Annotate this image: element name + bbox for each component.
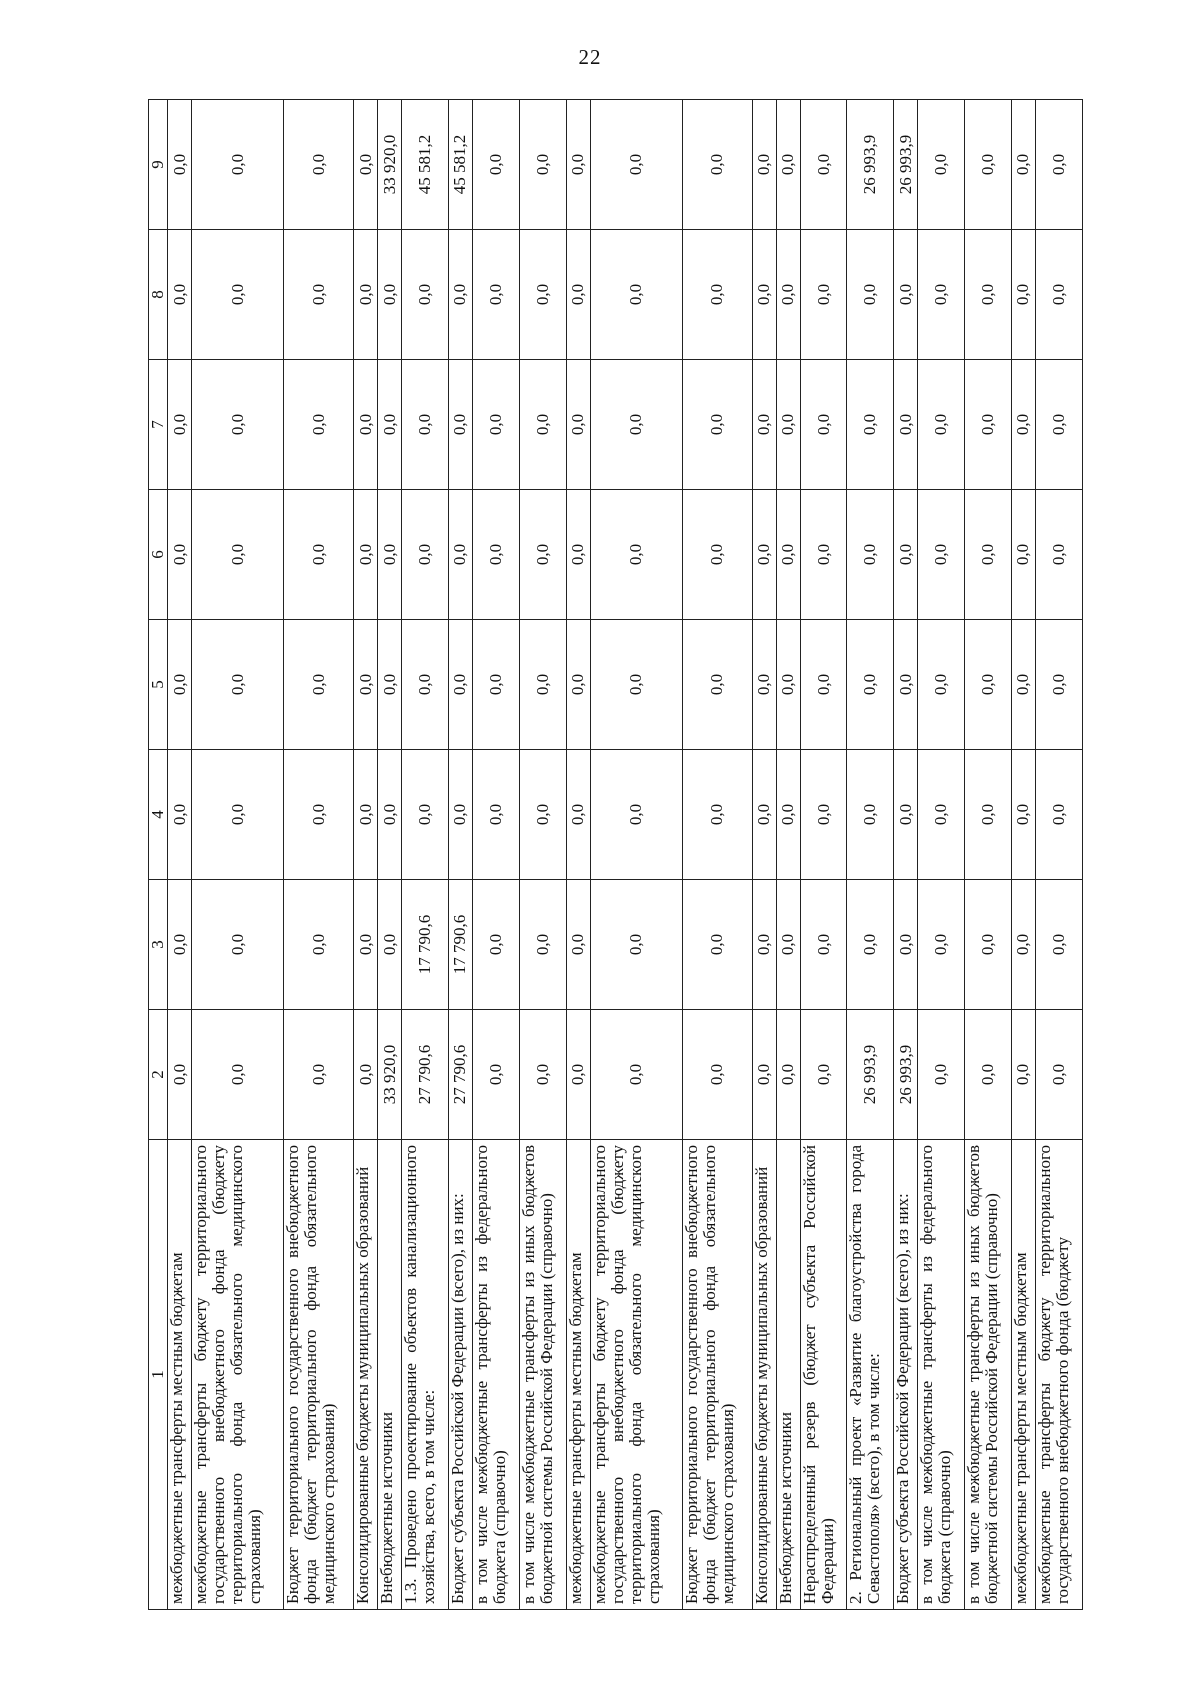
row-label: межбюджетные трансферты местным бюджетам: [168, 1140, 192, 1610]
column-header: 2: [149, 1010, 168, 1140]
page-number: 22: [578, 45, 602, 69]
table-row: [590, 100, 682, 1610]
value-cell: 0,0: [1011, 880, 1035, 1010]
value-cell: 0,0: [284, 880, 354, 1010]
column-header: 7: [149, 360, 168, 490]
value-cell: 33 920,0: [378, 1010, 402, 1140]
value-cell: 0,0: [402, 360, 449, 490]
value-cell: 0,0: [776, 620, 800, 750]
table-row: [894, 100, 918, 1610]
table-row: [965, 100, 1012, 1610]
value-cell: 0,0: [1011, 620, 1035, 750]
row-label: межбюджетные трансферты бюджету территориального государственного внебюджетного фонда (бюджету: [1035, 1140, 1082, 1610]
value-cell: 0,0: [354, 880, 378, 1010]
value-cell: 0,0: [168, 230, 192, 360]
table-row: [192, 100, 284, 1610]
row-label: межбюджетные трансферты бюджету территориального государственного внебюджетного фонда (бюджету территориального фонда обязательного медицинского страхования): [192, 1140, 284, 1610]
value-cell: 0,0: [1011, 230, 1035, 360]
value-cell: 0,0: [800, 880, 847, 1010]
value-cell: 0,0: [847, 880, 894, 1010]
value-cell: 0,0: [472, 880, 519, 1010]
value-cell: 0,0: [965, 620, 1012, 750]
value-cell: 0,0: [752, 490, 776, 620]
value-cell: 0,0: [402, 620, 449, 750]
value-cell: 0,0: [894, 230, 918, 360]
value-cell: 0,0: [752, 360, 776, 490]
value-cell: 0,0: [472, 360, 519, 490]
value-cell: 0,0: [566, 230, 590, 360]
value-cell: 0,0: [1035, 230, 1082, 360]
value-cell: 0,0: [894, 750, 918, 880]
row-label: Бюджет территориального государственного внебюджетного фонда (бюджет территориального фонда обязательного медицинского страхования): [284, 1140, 354, 1610]
value-cell: 0,0: [168, 100, 192, 230]
value-cell: 0,0: [590, 620, 682, 750]
row-label: в том числе межбюджетные трансферты из иных бюджетов бюджетной системы Российской Федерации (справочно): [965, 1140, 1012, 1610]
column-header: 6: [149, 490, 168, 620]
value-cell: 0,0: [918, 230, 965, 360]
value-cell: 27 790,6: [402, 1010, 449, 1140]
value-cell: 0,0: [894, 360, 918, 490]
value-cell: 0,0: [284, 490, 354, 620]
value-cell: 0,0: [590, 230, 682, 360]
value-cell: 0,0: [519, 1010, 566, 1140]
table-row: [1011, 100, 1035, 1610]
table-row: [284, 100, 354, 1610]
value-cell: 0,0: [519, 360, 566, 490]
value-cell: 0,0: [894, 620, 918, 750]
value-cell: 0,0: [1011, 100, 1035, 230]
table-row: [752, 100, 776, 1610]
value-cell: 0,0: [965, 230, 1012, 360]
value-cell: 0,0: [918, 490, 965, 620]
value-cell: 0,0: [1035, 620, 1082, 750]
value-cell: 0,0: [448, 230, 472, 360]
value-cell: 0,0: [192, 100, 284, 230]
value-cell: 0,0: [590, 880, 682, 1010]
value-cell: 0,0: [566, 620, 590, 750]
value-cell: 33 920,0: [378, 100, 402, 230]
value-cell: 0,0: [918, 1010, 965, 1140]
value-cell: 0,0: [1011, 1010, 1035, 1140]
table-row: [168, 100, 192, 1610]
row-label: в том числе межбюджетные трансферты из федерального бюджета (справочно): [472, 1140, 519, 1610]
value-cell: 0,0: [378, 620, 402, 750]
value-cell: 0,0: [1011, 360, 1035, 490]
value-cell: 0,0: [682, 880, 752, 1010]
value-cell: 0,0: [918, 750, 965, 880]
value-cell: 0,0: [354, 620, 378, 750]
value-cell: 0,0: [800, 1010, 847, 1140]
value-cell: 0,0: [590, 1010, 682, 1140]
value-cell: 0,0: [192, 490, 284, 620]
value-cell: 0,0: [1035, 1010, 1082, 1140]
value-cell: 0,0: [448, 750, 472, 880]
row-label: Бюджет субъекта Российской Федерации (всего), из них:: [894, 1140, 918, 1610]
value-cell: 0,0: [918, 360, 965, 490]
value-cell: 0,0: [965, 490, 1012, 620]
value-cell: 0,0: [519, 750, 566, 880]
budget-table: [148, 99, 1083, 1610]
value-cell: 0,0: [847, 360, 894, 490]
row-label: Бюджет территориального государственного внебюджетного фонда (бюджет территориального фонда обязательного медицинского страхования): [682, 1140, 752, 1610]
value-cell: 0,0: [847, 490, 894, 620]
value-cell: 0,0: [847, 230, 894, 360]
value-cell: 0,0: [682, 620, 752, 750]
value-cell: 0,0: [192, 620, 284, 750]
value-cell: 0,0: [354, 1010, 378, 1140]
table-row: [472, 100, 519, 1610]
value-cell: 0,0: [1035, 750, 1082, 880]
value-cell: 0,0: [590, 490, 682, 620]
value-cell: 0,0: [566, 490, 590, 620]
value-cell: 0,0: [566, 1010, 590, 1140]
value-cell: 0,0: [354, 750, 378, 880]
value-cell: 0,0: [918, 880, 965, 1010]
value-cell: 0,0: [682, 1010, 752, 1140]
value-cell: 0,0: [800, 230, 847, 360]
value-cell: 0,0: [192, 1010, 284, 1140]
table-row: [519, 100, 566, 1610]
row-label: Нераспределенный резерв (бюджет субъекта Российской Федерации): [800, 1140, 847, 1610]
value-cell: 0,0: [965, 880, 1012, 1010]
value-cell: 0,0: [776, 1010, 800, 1140]
value-cell: 0,0: [168, 490, 192, 620]
value-cell: 0,0: [354, 490, 378, 620]
value-cell: 0,0: [752, 620, 776, 750]
value-cell: 0,0: [472, 750, 519, 880]
value-cell: 45 581,2: [402, 100, 449, 230]
value-cell: 0,0: [918, 620, 965, 750]
value-cell: 0,0: [402, 750, 449, 880]
value-cell: 0,0: [284, 1010, 354, 1140]
row-label: межбюджетные трансферты местным бюджетам: [1011, 1140, 1035, 1610]
value-cell: 0,0: [682, 100, 752, 230]
value-cell: 0,0: [192, 750, 284, 880]
value-cell: 0,0: [284, 620, 354, 750]
value-cell: 0,0: [192, 230, 284, 360]
value-cell: 0,0: [472, 100, 519, 230]
value-cell: 26 993,9: [847, 100, 894, 230]
value-cell: 0,0: [776, 360, 800, 490]
value-cell: 0,0: [682, 490, 752, 620]
row-label: Бюджет субъекта Российской Федерации (всего), из них:: [448, 1140, 472, 1610]
value-cell: 0,0: [894, 490, 918, 620]
value-cell: 45 581,2: [448, 100, 472, 230]
table-row: [354, 100, 378, 1610]
value-cell: 0,0: [168, 1010, 192, 1140]
value-cell: 0,0: [776, 490, 800, 620]
table-row: [682, 100, 752, 1610]
table-row: [776, 100, 800, 1610]
value-cell: 0,0: [682, 750, 752, 880]
value-cell: 0,0: [284, 750, 354, 880]
value-cell: 0,0: [472, 230, 519, 360]
value-cell: 0,0: [354, 230, 378, 360]
value-cell: 0,0: [1011, 750, 1035, 880]
value-cell: 0,0: [918, 100, 965, 230]
value-cell: 0,0: [590, 360, 682, 490]
value-cell: 0,0: [800, 490, 847, 620]
column-header: 5: [149, 620, 168, 750]
value-cell: 0,0: [284, 230, 354, 360]
value-cell: 0,0: [776, 880, 800, 1010]
table-row: [847, 100, 894, 1610]
value-cell: 0,0: [448, 490, 472, 620]
value-cell: 0,0: [847, 620, 894, 750]
row-label: Внебюджетные источники: [378, 1140, 402, 1610]
value-cell: 0,0: [800, 620, 847, 750]
value-cell: 0,0: [752, 880, 776, 1010]
value-cell: 0,0: [847, 750, 894, 880]
value-cell: 0,0: [519, 490, 566, 620]
value-cell: 0,0: [752, 230, 776, 360]
value-cell: 0,0: [378, 490, 402, 620]
value-cell: 0,0: [965, 100, 1012, 230]
value-cell: 26 993,9: [847, 1010, 894, 1140]
value-cell: 0,0: [566, 360, 590, 490]
row-label: 2. Региональный проект «Развитие благоустройства города Севастополя» (всего), в том числе:: [847, 1140, 894, 1610]
table-row: [800, 100, 847, 1610]
value-cell: 0,0: [168, 620, 192, 750]
value-cell: 0,0: [800, 100, 847, 230]
value-cell: 0,0: [192, 880, 284, 1010]
value-cell: 0,0: [590, 100, 682, 230]
value-cell: 0,0: [519, 880, 566, 1010]
value-cell: 0,0: [168, 360, 192, 490]
value-cell: 0,0: [378, 360, 402, 490]
value-cell: 0,0: [284, 100, 354, 230]
value-cell: 0,0: [402, 490, 449, 620]
row-label: 1.3. Проведено проектирование объектов канализационного хозяйства, всего, в том числе:: [402, 1140, 449, 1610]
value-cell: 0,0: [192, 360, 284, 490]
table-body: [168, 100, 1083, 1610]
value-cell: 0,0: [566, 750, 590, 880]
value-cell: 0,0: [776, 230, 800, 360]
value-cell: 0,0: [378, 230, 402, 360]
table-row: [378, 100, 402, 1610]
value-cell: 0,0: [284, 360, 354, 490]
column-header: 3: [149, 880, 168, 1010]
value-cell: 0,0: [682, 230, 752, 360]
value-cell: 0,0: [519, 100, 566, 230]
value-cell: 0,0: [472, 620, 519, 750]
value-cell: 0,0: [752, 1010, 776, 1140]
value-cell: 0,0: [168, 880, 192, 1010]
value-cell: 0,0: [965, 1010, 1012, 1140]
value-cell: 0,0: [1011, 490, 1035, 620]
value-cell: 0,0: [566, 100, 590, 230]
table-row: [1035, 100, 1082, 1610]
table-row: [448, 100, 472, 1610]
row-label: в том числе межбюджетные трансферты из федерального бюджета (справочно): [918, 1140, 965, 1610]
value-cell: 0,0: [965, 750, 1012, 880]
value-cell: 0,0: [965, 360, 1012, 490]
table-row: [918, 100, 965, 1610]
value-cell: 0,0: [519, 620, 566, 750]
value-cell: 0,0: [566, 880, 590, 1010]
row-label: межбюджетные трансферты бюджету территориального государственного внебюджетного фонда (бюджету территориального фонда обязательного медицинского страхования): [590, 1140, 682, 1610]
value-cell: 0,0: [168, 750, 192, 880]
value-cell: 0,0: [354, 100, 378, 230]
value-cell: 0,0: [776, 750, 800, 880]
value-cell: 27 790,6: [448, 1010, 472, 1140]
value-cell: 0,0: [448, 620, 472, 750]
row-label: Внебюджетные источники: [776, 1140, 800, 1610]
value-cell: 0,0: [590, 750, 682, 880]
row-label: межбюджетные трансферты местным бюджетам: [566, 1140, 590, 1610]
value-cell: 0,0: [800, 750, 847, 880]
value-cell: 0,0: [1035, 490, 1082, 620]
value-cell: 0,0: [682, 360, 752, 490]
column-header: 1: [149, 1140, 168, 1610]
value-cell: 0,0: [354, 360, 378, 490]
row-label: Консолидированные бюджеты муниципальных образований: [752, 1140, 776, 1610]
row-label: Консолидированные бюджеты муниципальных образований: [354, 1140, 378, 1610]
value-cell: 0,0: [1035, 360, 1082, 490]
row-label: в том числе межбюджетные трансферты из иных бюджетов бюджетной системы Российской Федерации (справочно): [519, 1140, 566, 1610]
value-cell: 0,0: [776, 100, 800, 230]
value-cell: 0,0: [472, 490, 519, 620]
value-cell: 17 790,6: [448, 880, 472, 1010]
value-cell: 0,0: [894, 880, 918, 1010]
value-cell: 0,0: [378, 880, 402, 1010]
value-cell: 0,0: [800, 360, 847, 490]
value-cell: 17 790,6: [402, 880, 449, 1010]
value-cell: 26 993,9: [894, 1010, 918, 1140]
column-header: 8: [149, 230, 168, 360]
table-row: [566, 100, 590, 1610]
value-cell: 0,0: [519, 230, 566, 360]
value-cell: 0,0: [752, 750, 776, 880]
value-cell: 0,0: [1035, 100, 1082, 230]
value-cell: 26 993,9: [894, 100, 918, 230]
column-header: 9: [149, 100, 168, 230]
value-cell: 0,0: [1035, 880, 1082, 1010]
rotated-table-container: [148, 100, 1083, 1610]
column-header: 4: [149, 750, 168, 880]
value-cell: 0,0: [402, 230, 449, 360]
table-row: [402, 100, 449, 1610]
value-cell: 0,0: [472, 1010, 519, 1140]
value-cell: 0,0: [448, 360, 472, 490]
value-cell: 0,0: [752, 100, 776, 230]
table-header-row: [149, 100, 168, 1610]
value-cell: 0,0: [378, 750, 402, 880]
